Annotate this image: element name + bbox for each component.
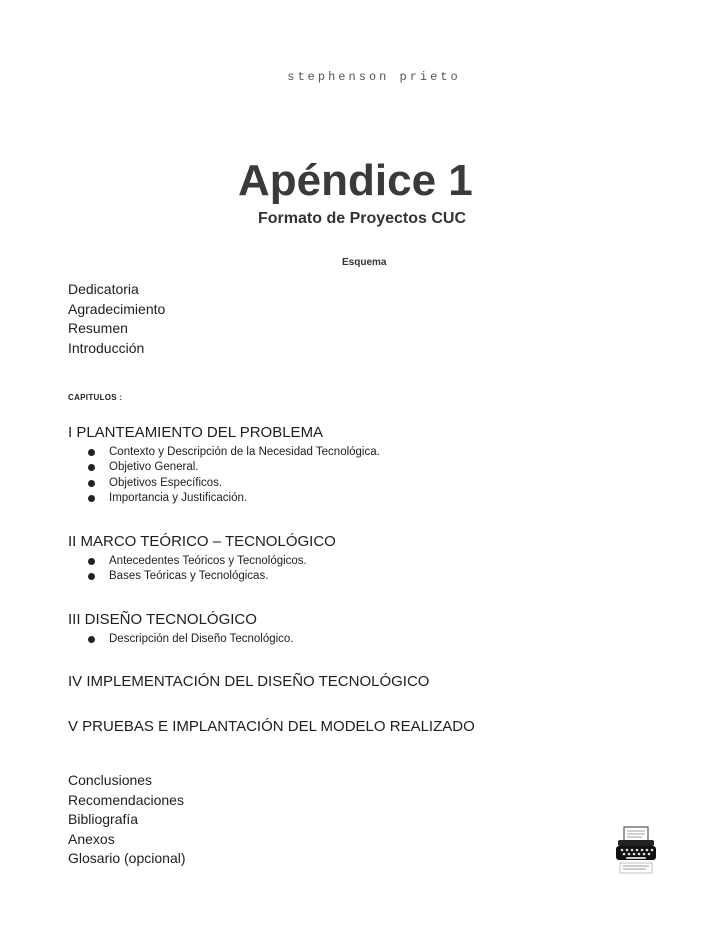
bullet-icon xyxy=(88,636,95,643)
chapter-title: I PLANTEAMIENTO DEL PROBLEMA xyxy=(68,423,324,441)
list-item-text: Bases Teóricas y Tecnológicas. xyxy=(109,570,269,582)
chapter-2 xyxy=(68,531,668,585)
back-matter-item: Glosario (opcional) xyxy=(68,850,186,866)
list-item xyxy=(88,554,668,570)
chapters-label: CAPITULOS : xyxy=(68,393,123,402)
front-matter-item: Resumen xyxy=(68,320,128,336)
bullet-icon xyxy=(88,449,95,456)
author-header: stephenson prieto xyxy=(287,70,461,84)
list-item-text: Importancia y Justificación. xyxy=(109,492,248,504)
bullet-icon xyxy=(88,480,95,487)
front-matter-item: Introducción xyxy=(68,339,145,356)
chapter-subitems xyxy=(68,554,668,585)
front-matter-item: Dedicatoria xyxy=(68,281,139,297)
scheme-label: Esquema xyxy=(342,257,387,268)
document-subtitle: Formato de Proyectos CUC xyxy=(258,210,467,227)
chapter-1 xyxy=(68,422,668,507)
chapter-title: II MARCO TEÓRICO – TECNOLÓGICO xyxy=(68,532,336,550)
bullet-icon xyxy=(88,464,95,471)
list-item-text: Descripción del Diseño Tecnológico. xyxy=(109,632,294,645)
title-block xyxy=(238,155,558,228)
document-title: Apéndice 1 xyxy=(238,156,473,205)
chapter-subitems xyxy=(68,445,668,507)
bullet-icon xyxy=(88,495,95,502)
back-matter-item: Anexos xyxy=(68,830,115,847)
list-item xyxy=(88,569,668,585)
back-matter-item: Conclusiones xyxy=(68,772,153,788)
bullet-icon xyxy=(88,573,95,580)
chapter-title: III DISEÑO TECNOLÓGICO xyxy=(68,610,257,628)
bullet-icon xyxy=(88,558,95,565)
list-item-text: Antecedentes Teóricos y Tecnológicos. xyxy=(109,554,307,567)
chapter-4 xyxy=(68,671,668,692)
list-item-text: Objetivos Específicos. xyxy=(109,476,223,489)
outline xyxy=(68,280,668,869)
chapter-5 xyxy=(68,716,668,737)
chapter-title: IV IMPLEMENTACIÓN DEL DISEÑO TECNOLÓGICO xyxy=(68,673,430,690)
front-matter-list xyxy=(68,280,668,358)
list-item-text: Objetivo General. xyxy=(109,461,199,473)
list-item xyxy=(88,476,668,492)
list-item xyxy=(88,445,668,461)
typewriter-icon xyxy=(614,825,658,877)
chapter-3 xyxy=(68,609,668,648)
list-item xyxy=(88,632,668,648)
list-item xyxy=(88,460,668,476)
back-matter-list xyxy=(68,771,668,869)
back-matter-item: Bibliografía xyxy=(68,811,139,827)
front-matter-item: Agradecimiento xyxy=(68,300,166,317)
chapter-subitems xyxy=(68,632,668,648)
chapter-title: V PRUEBAS E IMPLANTACIÓN DEL MODELO REALIZADO xyxy=(68,718,475,735)
back-matter-item: Recomendaciones xyxy=(68,791,184,808)
list-item xyxy=(88,491,668,507)
list-item-text: Contexto y Descripción de la Necesidad Tecnológica. xyxy=(109,445,380,458)
